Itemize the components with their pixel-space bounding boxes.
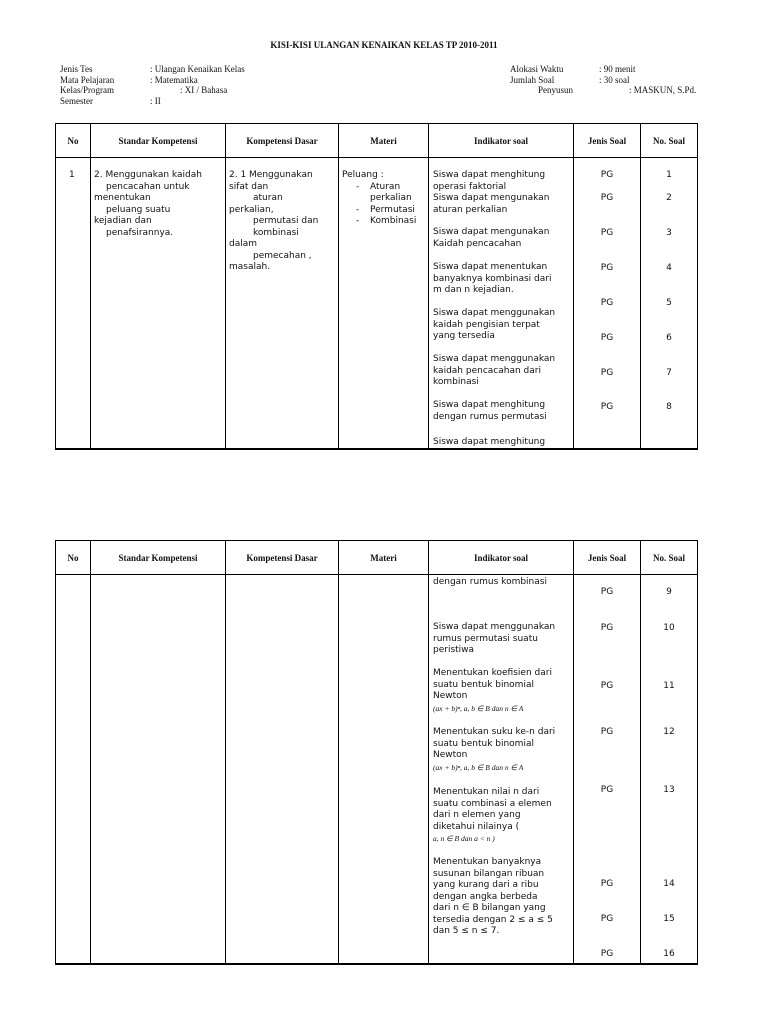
sk-line: peluang suatu <box>106 204 171 215</box>
document-title: KISI-KISI ULANGAN KENAIKAN KELAS TP 2010-2011 <box>270 40 498 50</box>
indicator-item <box>433 787 573 845</box>
no-soal: 14 <box>663 879 675 889</box>
kd-line: aturan <box>253 193 283 203</box>
header-standar-kompetensi: Standar Kompetensi <box>91 541 226 575</box>
kd-line: 2. 1 Menggunakan <box>229 170 313 180</box>
indicator-item <box>433 170 573 193</box>
jenis-soal: PG <box>600 681 614 691</box>
indicator-line: Newton <box>433 750 468 760</box>
indicator-line: Menentukan banyaknya <box>433 857 542 867</box>
indicator-line: dari n elemen yang <box>433 810 521 820</box>
sk-line: penafsirannya. <box>106 227 174 238</box>
header-materi: Materi <box>339 124 429 158</box>
no-soal: 13 <box>663 785 675 795</box>
table-header-row <box>56 541 698 575</box>
no-soal: 8 <box>666 402 672 412</box>
cell-no <box>56 575 91 964</box>
header-jenis-soal: Jenis Soal <box>574 124 641 158</box>
indicator-line: diketahui nilainya ( <box>433 821 520 832</box>
indicator-line: dengan rumus kombinasi <box>433 577 547 587</box>
indicator-line: Siswa dapat menggunakan <box>433 308 556 318</box>
indicator-line: yang tersedia <box>433 331 495 341</box>
jenis-soal: PG <box>600 949 614 959</box>
cell-indikator <box>429 575 574 964</box>
indicator-item <box>433 308 573 343</box>
no-soal: 11 <box>663 681 675 691</box>
indicator-line: suatu combinasi a elemen <box>433 798 552 809</box>
meta-label: Alokasi Waktu <box>510 64 564 74</box>
indicator-line: Siswa dapat menggunakan <box>433 622 556 632</box>
no-soal: 9 <box>666 587 672 597</box>
indicator-line: Kaidah pencacahan <box>433 238 522 249</box>
meta-label: Jumlah Soal <box>510 74 555 85</box>
indicator-line: Siswa dapat menghitung <box>433 170 546 180</box>
indicator-line: Siswa dapat menghitung <box>433 400 546 410</box>
meta-value: : XI / Bahasa <box>180 85 228 95</box>
formula-binomial: (ax + b)ⁿ, a, b ∈ B dan n ∈ A <box>433 762 524 772</box>
header-kompetensi-dasar: Kompetensi Dasar <box>226 124 339 158</box>
indicator-line: kaidah pengisian terpat <box>433 319 540 330</box>
jenis-soal: PG <box>600 402 614 412</box>
header-kompetensi-dasar: Kompetensi Dasar <box>226 541 339 575</box>
materi-item: Kombinasi <box>370 216 417 226</box>
indicator-line: rumus permutasi suatu <box>433 633 538 644</box>
jenis-soal: PG <box>600 170 614 180</box>
kd-line: permutasi dan <box>253 216 319 226</box>
indicator-line: tersedia dengan 2 ≤ a ≤ 5 <box>433 914 553 925</box>
indicator-item <box>433 577 573 589</box>
indicator-line: dengan angka berbeda <box>433 891 538 902</box>
formula-condition: a, n ∈ B dan a < n ) <box>433 834 495 843</box>
cell-jenis-soal <box>574 575 641 964</box>
indicator-line: dan 5 ≤ n ≤ 7. <box>433 926 500 936</box>
jenis-soal: PG <box>600 623 614 633</box>
jenis-soal: PG <box>600 879 614 889</box>
meta-value: : Ulangan Kenaikan Kelas <box>150 64 245 74</box>
meta-value: : Matematika <box>150 74 198 85</box>
cell-indikator <box>429 158 574 449</box>
no-soal: 4 <box>666 263 672 273</box>
kd-line: masalah. <box>229 262 271 272</box>
meta-value: : MASKUN, S.Pd. <box>629 85 697 95</box>
indicator-item <box>433 193 573 216</box>
cell-kompetensi-dasar <box>226 575 339 964</box>
kisi-table-2 <box>55 540 698 965</box>
indicator-item <box>433 227 573 250</box>
cell-no-soal <box>641 575 698 964</box>
indicator-line: Menentukan nilai n dari <box>433 787 540 797</box>
kd-line: pemecahan , <box>253 250 312 261</box>
indicator-line: Siswa dapat menggunakan <box>433 354 556 364</box>
header-jenis-soal: Jenis Soal <box>574 541 641 575</box>
no-soal: 7 <box>666 368 672 378</box>
indicator-line: suatu bentuk binomial <box>433 738 534 749</box>
header-no-soal: No. Soal <box>641 541 698 575</box>
indicator-item <box>433 400 573 423</box>
cell-no-soal <box>641 158 698 449</box>
meta-label: Jenis Tes <box>60 64 93 74</box>
indicator-line: aturan perkalian <box>433 204 508 215</box>
header-standar-kompetensi: Standar Kompetensi <box>91 124 226 158</box>
indicator-item <box>433 622 573 657</box>
meta-value: : 30 soal <box>599 74 630 85</box>
materi-item: Aturan <box>370 181 401 192</box>
meta-value: : 90 menit <box>599 64 636 74</box>
jenis-soal: PG <box>600 785 614 795</box>
indicator-item <box>433 437 573 449</box>
indicator-line: dari n ∈ B bilangan yang <box>433 903 546 913</box>
meta-value: : II <box>150 95 161 106</box>
sk-line: kejadian dan <box>94 216 152 226</box>
indicator-line: kombinasi <box>433 377 479 387</box>
jenis-soal: PG <box>600 333 614 343</box>
no-soal: 1 <box>666 170 672 180</box>
meta-label: Mata Pelajaran <box>60 74 115 85</box>
indicator-line: suatu bentuk binomial <box>433 679 534 690</box>
cell-standar-kompetensi <box>91 575 226 964</box>
kisi-table-1 <box>55 123 698 450</box>
indicator-line: Siswa dapat menentukan <box>433 262 548 272</box>
indicator-line: Siswa dapat mengunakan <box>433 193 550 203</box>
cell-no <box>56 158 91 449</box>
sk-line: menentukan <box>94 193 151 203</box>
indicator-line: kaidah pencacahan dari <box>433 365 541 376</box>
no-soal: 15 <box>663 914 675 924</box>
indicator-line: m dan n kejadian. <box>433 285 514 295</box>
jenis-soal: PG <box>600 587 614 597</box>
jenis-soal: PG <box>600 727 614 737</box>
bullet-dash: - <box>356 204 360 215</box>
no-soal: 6 <box>666 333 672 343</box>
meta-label: Kelas/Program <box>60 85 114 95</box>
indicator-line: yang kurang dari a ribu <box>433 880 539 890</box>
indicator-item <box>433 262 573 297</box>
jenis-soal: PG <box>600 263 614 273</box>
header-materi: Materi <box>339 541 429 575</box>
materi-item: perkalian <box>370 193 412 203</box>
cell-kompetensi-dasar <box>226 158 339 449</box>
jenis-soal: PG <box>600 298 614 308</box>
header-indikator-soal: Indikator soal <box>429 124 574 158</box>
indicator-item <box>433 354 573 389</box>
kd-line: kombinasi <box>253 227 299 238</box>
jenis-soal: PG <box>600 193 614 203</box>
indicator-item <box>433 857 573 938</box>
jenis-soal: PG <box>600 228 614 238</box>
indicator-line: dengan rumus permutasi <box>433 411 547 422</box>
indicator-line: Menentukan suku ke-n dari <box>433 727 556 737</box>
meta-label: Semester <box>60 95 93 106</box>
header-no: No <box>56 541 91 575</box>
indicator-line: operasi faktorial <box>433 181 507 192</box>
sk-line: pencacahan untuk <box>106 181 190 192</box>
no-soal: 2 <box>666 193 672 203</box>
jenis-soal: PG <box>600 914 614 924</box>
table-row <box>56 575 698 964</box>
table-header-row <box>56 124 698 158</box>
formula-binomial: (ax + b)ⁿ, a, b ∈ B dan n ∈ A <box>433 703 524 713</box>
jenis-soal: PG <box>600 368 614 378</box>
meta-left <box>60 64 320 114</box>
cell-materi <box>339 158 429 449</box>
no-soal: 10 <box>663 623 675 633</box>
kd-line: dalam <box>229 239 258 249</box>
bullet-dash: - <box>356 181 360 192</box>
no-soal: 5 <box>666 298 672 308</box>
header-indikator-soal: Indikator soal <box>429 541 574 575</box>
indicator-line: Menentukan koefisien dari <box>433 668 552 678</box>
kd-line: perkalian, <box>229 204 274 215</box>
meta-right <box>510 64 710 104</box>
materi-item: Permutasi <box>370 204 415 215</box>
indicator-line: peristiwa <box>433 645 475 655</box>
kd-line: sifat dan <box>229 181 269 192</box>
sk-line: 2. Menggunakan kaidah <box>94 170 202 180</box>
indicator-item <box>433 668 573 714</box>
cell-materi <box>339 575 429 964</box>
indicator-line: Siswa dapat mengunakan <box>433 227 550 237</box>
materi-title: Peluang : <box>342 170 384 180</box>
indicator-item <box>433 727 573 773</box>
cell-standar-kompetensi <box>91 158 226 449</box>
header-no: No <box>56 124 91 158</box>
cell-jenis-soal <box>574 158 641 449</box>
table-row <box>56 158 698 449</box>
header-no-soal: No. Soal <box>641 124 698 158</box>
no-soal: 12 <box>663 727 675 737</box>
row-number: 1 <box>69 170 75 180</box>
bullet-dash: - <box>356 216 360 226</box>
indicator-line: banyaknya kombinasi dari <box>433 273 552 284</box>
indicator-line: Siswa dapat menghitung <box>433 437 546 447</box>
meta-label: Penyusun <box>538 85 574 95</box>
indicator-line: susunan bilangan ribuan <box>433 868 545 879</box>
no-soal: 3 <box>666 228 672 238</box>
no-soal: 16 <box>663 949 675 959</box>
indicator-line: Newton <box>433 691 468 701</box>
